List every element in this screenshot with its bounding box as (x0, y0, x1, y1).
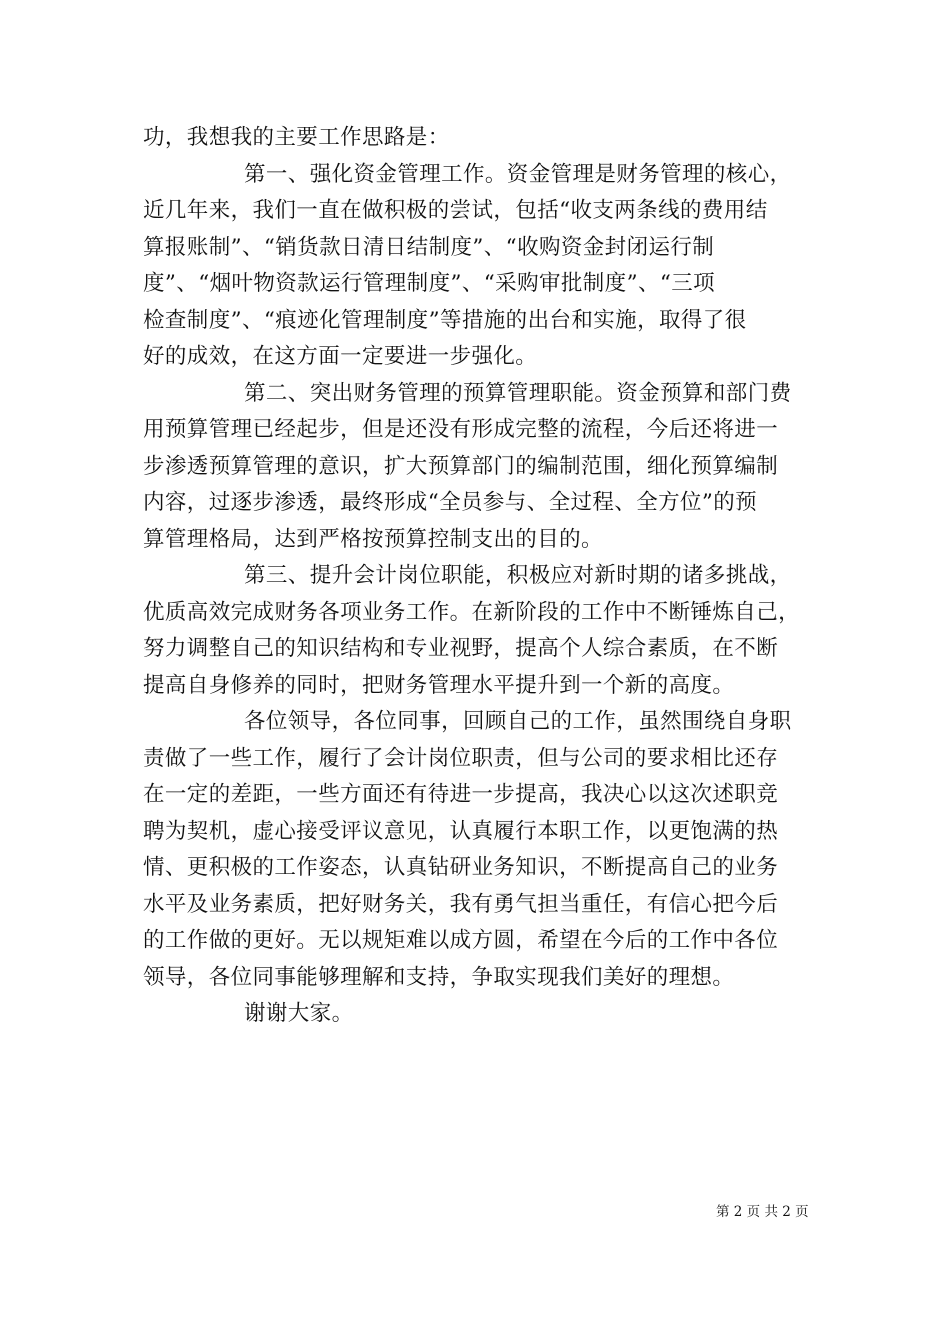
text-line: 算管理格局，达到严格按预算控制支出的目的。 (143, 527, 603, 552)
text-line: 算报账制”、“销货款日清日结制度”、“收购资金封闭运行制 (143, 235, 715, 260)
text-line: 情、更积极的工作姿态，认真钻研业务知识，不断提高自己的业务 (143, 855, 779, 880)
text-line: 内容，过逐步渗透，最终形成“全员参与、全过程、全方位”的预 (143, 490, 758, 515)
text-line: 责做了一些工作，履行了会计岗位职责，但与公司的要求相比还存 (143, 746, 779, 771)
text-line: 水平及业务素质，把好财务关，我有勇气担当重任，有信心把今后 (143, 892, 779, 917)
text-line: 谢谢大家。 (244, 1001, 354, 1026)
text-line: 第二、突出财务管理的预算管理职能。资金预算和部门费 (244, 381, 792, 406)
text-line: 第一、强化资金管理工作。资金管理是财务管理的核心， (244, 162, 792, 187)
text-line: 第三、提升会计岗位职能，积极应对新时期的诸多挑战， (244, 563, 792, 588)
text-line: 各位领导，各位同事，回顾自己的工作，虽然围绕自身职 (244, 709, 792, 734)
text-line: 用预算管理已经起步，但是还没有形成完整的流程，今后还将进一 (143, 417, 779, 442)
text-line: 度”、“烟叶物资款运行管理制度”、“采购审批制度”、“三项 (143, 271, 716, 296)
text-line: 近几年来，我们一直在做积极的尝试，包括“收支两条线的费用结 (143, 198, 768, 223)
text-line: 优质高效完成财务各项业务工作。在新阶段的工作中不断锤炼自己， (143, 600, 801, 625)
text-line: 检查制度”、“痕迹化管理制度”等措施的出台和实施，取得了很 (143, 308, 747, 333)
text-line: 聘为契机，虚心接受评议意见，认真履行本职工作，以更饱满的热 (143, 819, 779, 844)
page-number-footer: 第 2 页 共 2 页 (716, 1204, 809, 1220)
text-line: 领导，各位同事能够理解和支持，争取实现我们美好的理想。 (143, 965, 735, 990)
text-line: 的工作做的更好。无以规矩难以成方圆，希望在今后的工作中各位 (143, 928, 779, 953)
text-line: 努力调整自己的知识结构和专业视野，提高个人综合素质，在不断 (143, 636, 779, 661)
text-line: 在一定的差距，一些方面还有待进一步提高，我决心以这次述职竞 (143, 782, 779, 807)
text-line: 功，我想我的主要工作思路是： (143, 125, 450, 150)
text-line: 提高自身修养的同时，把财务管理水平提升到一个新的高度。 (143, 673, 735, 698)
text-line: 步渗透预算管理的意识，扩大预算部门的编制范围，细化预算编制 (143, 454, 779, 479)
text-line: 好的成效，在这方面一定要进一步强化。 (143, 344, 538, 369)
